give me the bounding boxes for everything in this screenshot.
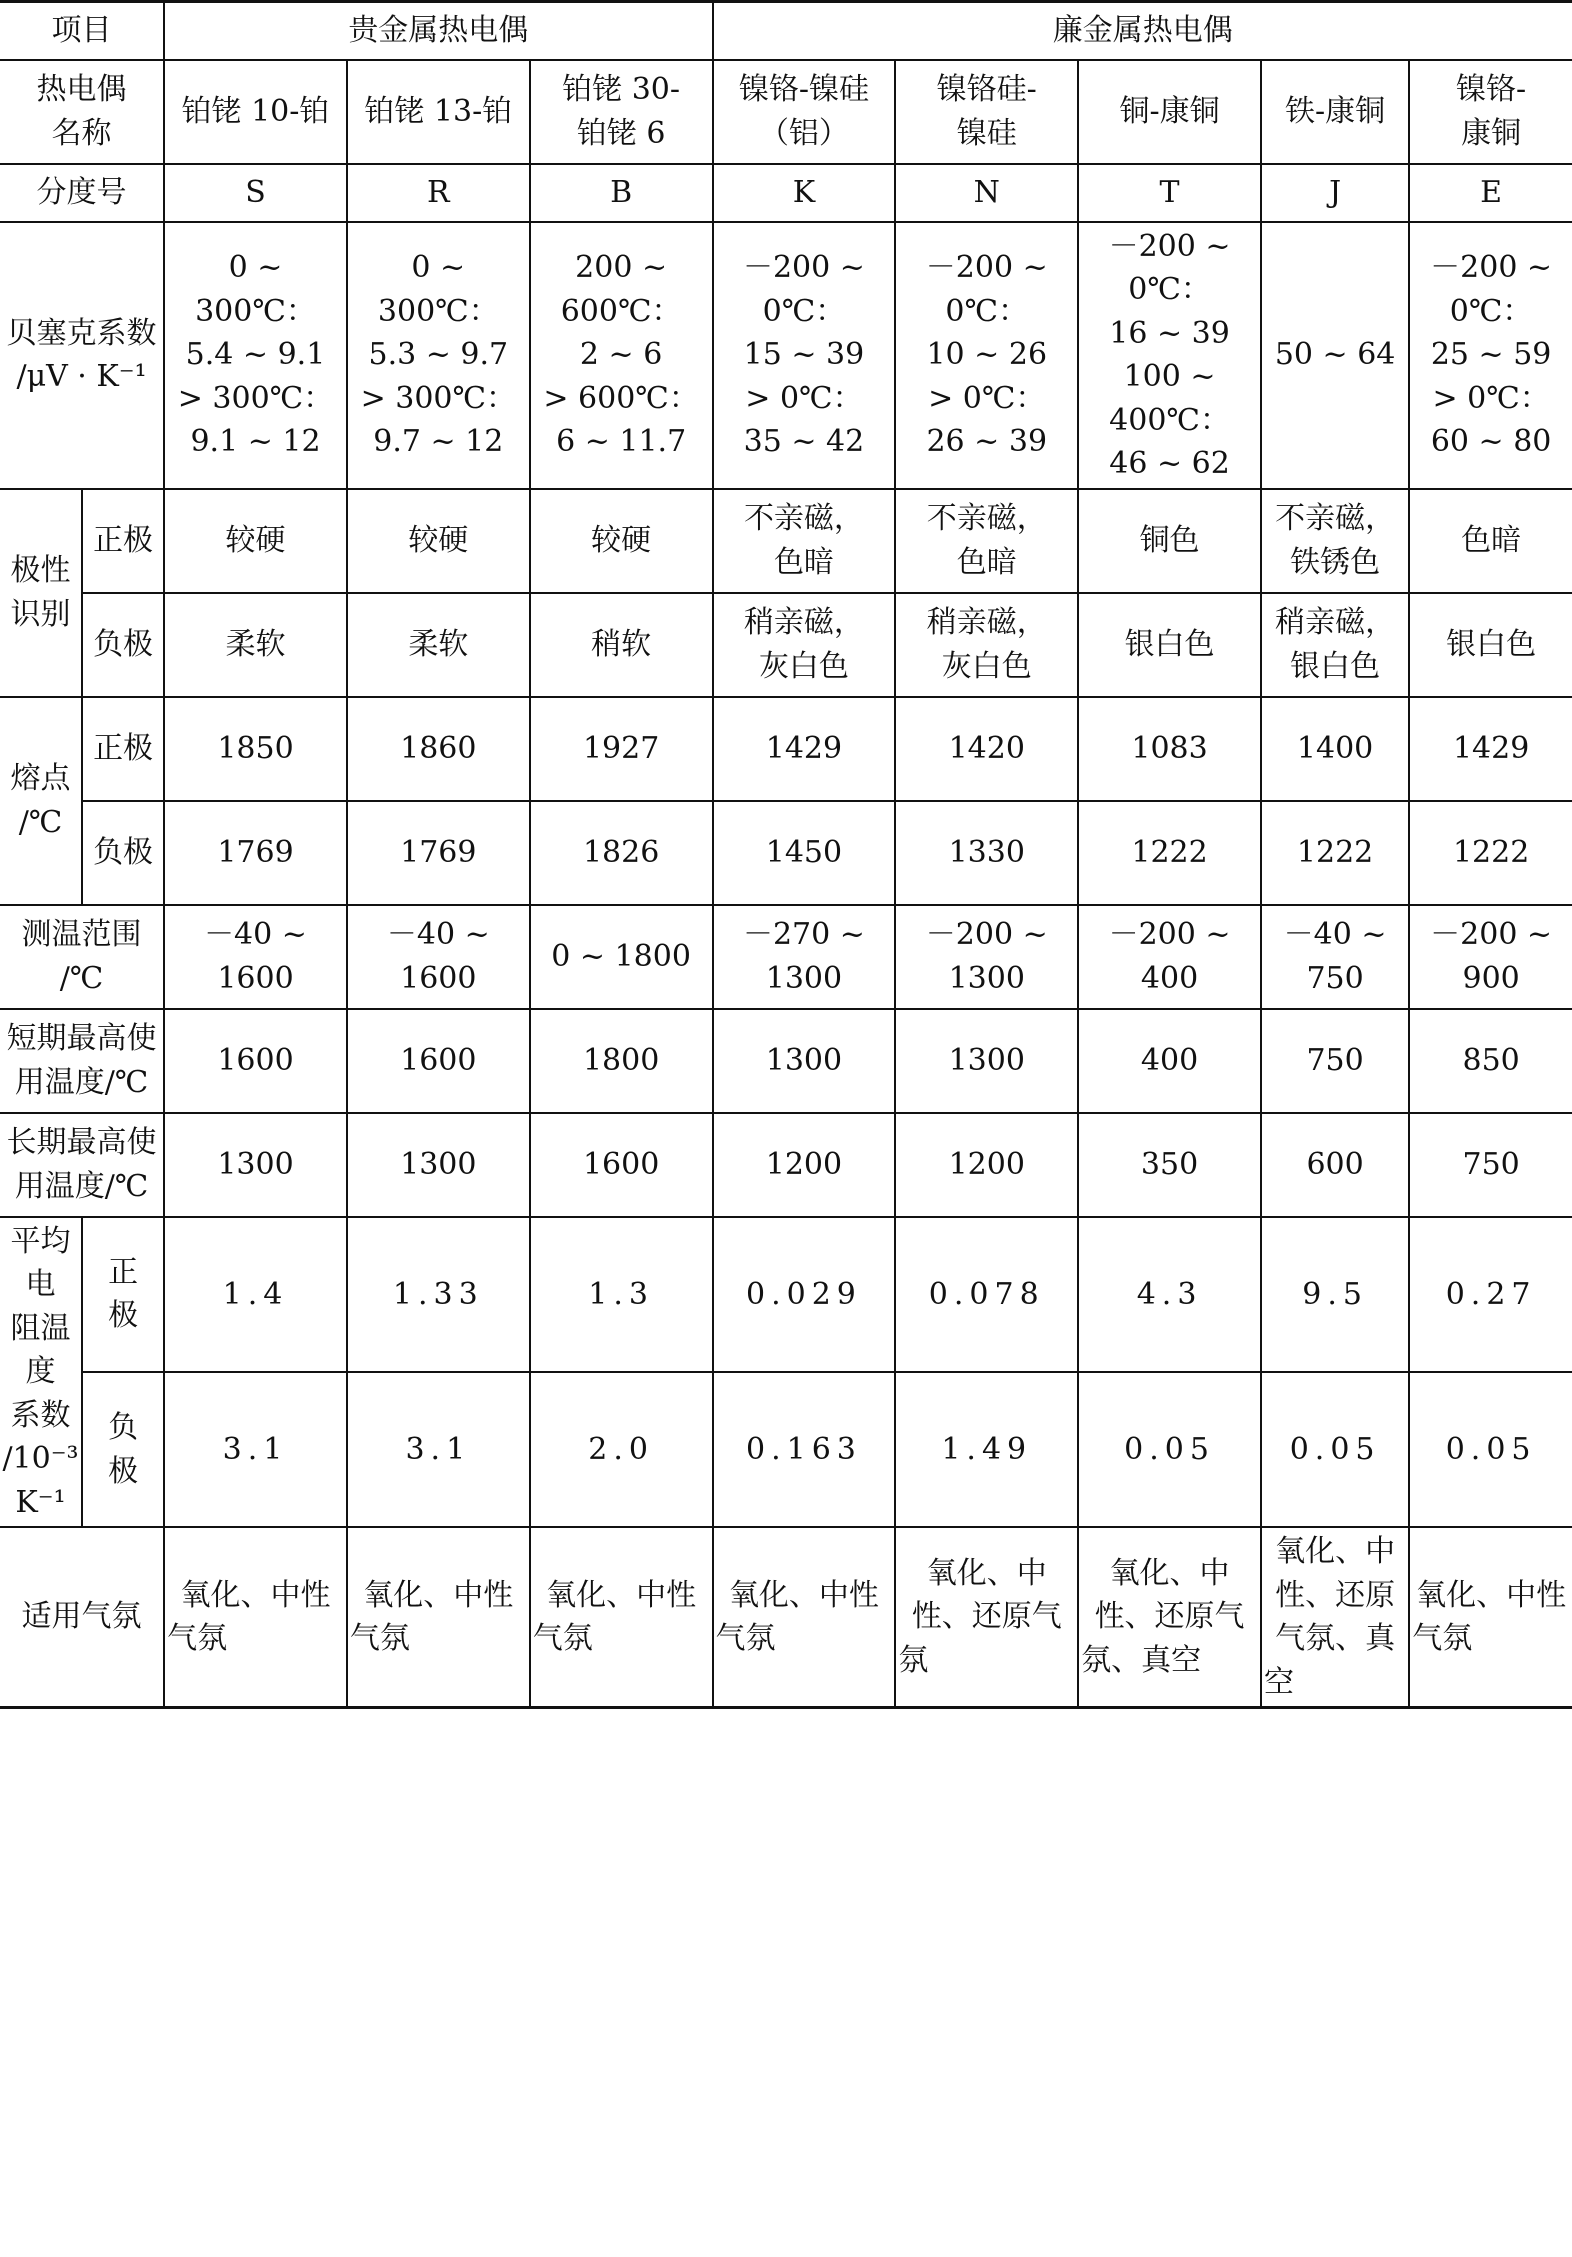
table-cell: 稍亲磁， 灰白色 — [713, 593, 896, 697]
table-cell: －200 ~ 0℃： 25 ~ 59 > 0℃： 60 ~ 80 — [1409, 222, 1572, 489]
table-cell: 1429 — [1409, 697, 1572, 801]
table-cell: S — [164, 164, 347, 222]
table-cell: 1769 — [164, 801, 347, 905]
table-cell: 3.1 — [164, 1372, 347, 1527]
seebeck-row — [0, 222, 1572, 489]
table-cell: －40 ~ 1600 — [347, 905, 530, 1009]
table-cell: 1.33 — [347, 1217, 530, 1373]
table-cell: 1429 — [713, 697, 896, 801]
group-label: 平均电 阻温度 系数 /10⁻³ K⁻¹ — [0, 1217, 82, 1528]
table-cell: 1600 — [530, 1113, 713, 1217]
table-cell: 不亲磁， 色暗 — [713, 489, 896, 593]
header-row — [0, 2, 1572, 60]
table-cell: 不亲磁， 铁锈色 — [1261, 489, 1409, 593]
table-cell: 1222 — [1078, 801, 1261, 905]
sub-label: 负 极 — [82, 1372, 164, 1527]
table-cell: 氧化、中性气氛 — [530, 1527, 713, 1708]
table-cell: 1826 — [530, 801, 713, 905]
table-cell: 镍铬-镍硅 （铝） — [713, 60, 896, 164]
table-cell: 0.05 — [1409, 1372, 1572, 1527]
table-cell: 0.163 — [713, 1372, 896, 1527]
table-cell: 1850 — [164, 697, 347, 801]
table-cell: －200 ~ 900 — [1409, 905, 1572, 1009]
noble-metal-header: 贵金属热电偶 — [164, 2, 712, 60]
table-cell: 1420 — [895, 697, 1078, 801]
grade-row — [0, 164, 1572, 222]
table-cell: E — [1409, 164, 1572, 222]
sub-label: 正极 — [82, 697, 164, 801]
table-cell: 不亲磁， 色暗 — [895, 489, 1078, 593]
table-cell: J — [1261, 164, 1409, 222]
table-cell: 0.078 — [895, 1217, 1078, 1373]
table-cell: T — [1078, 164, 1261, 222]
row-label: 分度号 — [0, 164, 164, 222]
group-label: 熔点 /℃ — [0, 697, 82, 905]
sub-label: 负极 — [82, 593, 164, 697]
table-cell: 400 — [1078, 1009, 1261, 1113]
table-cell: 1450 — [713, 801, 896, 905]
table-cell: 柔软 — [164, 593, 347, 697]
table-cell: 2.0 — [530, 1372, 713, 1527]
table-cell: －200 ~ 1300 — [895, 905, 1078, 1009]
sub-label: 正 极 — [82, 1217, 164, 1373]
row-label: 长期最高使 用温度/℃ — [0, 1113, 164, 1217]
name-row — [0, 60, 1572, 164]
polarity-negative-row — [0, 593, 1572, 697]
table-cell: 氧化、中性气氛 — [164, 1527, 347, 1708]
table-cell: 较硬 — [347, 489, 530, 593]
table-cell: －40 ~ 1600 — [164, 905, 347, 1009]
group-label: 极性 识别 — [0, 489, 82, 697]
table-cell: 200 ~ 600℃： 2 ~ 6 > 600℃： 6 ~ 11.7 — [530, 222, 713, 489]
row-label: 适用气氛 — [0, 1527, 164, 1708]
table-cell: 50 ~ 64 — [1261, 222, 1409, 489]
table-cell: －40 ~ 750 — [1261, 905, 1409, 1009]
table-cell: 1300 — [347, 1113, 530, 1217]
table-cell: 稍软 — [530, 593, 713, 697]
sub-label: 负极 — [82, 801, 164, 905]
table-cell: 铂铑 13-铂 — [347, 60, 530, 164]
table-cell: 氧化、中性、还原气氛、真空 — [1078, 1527, 1261, 1708]
table-cell: 1222 — [1261, 801, 1409, 905]
range-row — [0, 905, 1572, 1009]
table-cell: 1.4 — [164, 1217, 347, 1373]
table-cell: 1083 — [1078, 697, 1261, 801]
table-cell: 0 ~ 300℃： 5.3 ~ 9.7 > 300℃： 9.7 ~ 12 — [347, 222, 530, 489]
table-cell: 850 — [1409, 1009, 1572, 1113]
table-cell: 镍铬- 康铜 — [1409, 60, 1572, 164]
table-cell: 氧化、中性、还原气氛 — [895, 1527, 1078, 1708]
melting-positive-row — [0, 697, 1572, 801]
table-cell: 0.05 — [1078, 1372, 1261, 1527]
table-cell: 9.5 — [1261, 1217, 1409, 1373]
table-cell: 柔软 — [347, 593, 530, 697]
table-cell: 750 — [1261, 1009, 1409, 1113]
table-cell: R — [347, 164, 530, 222]
table-cell: 铁-康铜 — [1261, 60, 1409, 164]
table-cell: 1769 — [347, 801, 530, 905]
table-cell: 氧化、中性气氛 — [1409, 1527, 1572, 1708]
base-metal-header: 廉金属热电偶 — [713, 2, 1572, 60]
table-cell: 0.27 — [1409, 1217, 1572, 1373]
table-cell: 稍亲磁， 银白色 — [1261, 593, 1409, 697]
table-cell: 0 ~ 1800 — [530, 905, 713, 1009]
table-cell: －200 ~ 400 — [1078, 905, 1261, 1009]
table-cell: 镍铬硅- 镍硅 — [895, 60, 1078, 164]
table-cell: 氧化、中性气氛 — [713, 1527, 896, 1708]
table-cell: 1400 — [1261, 697, 1409, 801]
table-cell: －200 ~ 0℃： 10 ~ 26 > 0℃： 26 ~ 39 — [895, 222, 1078, 489]
table-cell: 铂铑 30- 铂铑 6 — [530, 60, 713, 164]
table-cell: 0.029 — [713, 1217, 896, 1373]
table-cell: 1860 — [347, 697, 530, 801]
table-cell: 银白色 — [1409, 593, 1572, 697]
table-cell: 1330 — [895, 801, 1078, 905]
table-cell: 1800 — [530, 1009, 713, 1113]
table-cell: B — [530, 164, 713, 222]
table-cell: 氧化、中性、还原气氛、真空 — [1261, 1527, 1409, 1708]
table-cell: 0.05 — [1261, 1372, 1409, 1527]
table-cell: N — [895, 164, 1078, 222]
long-term-row — [0, 1113, 1572, 1217]
table-cell: 铜色 — [1078, 489, 1261, 593]
table-cell: 1300 — [164, 1113, 347, 1217]
item-header: 项目 — [0, 2, 164, 60]
table-cell: 较硬 — [164, 489, 347, 593]
resistance-positive-row — [0, 1217, 1572, 1373]
table-cell: 600 — [1261, 1113, 1409, 1217]
table-cell: 银白色 — [1078, 593, 1261, 697]
row-label: 短期最高使 用温度/℃ — [0, 1009, 164, 1113]
table-cell: K — [713, 164, 896, 222]
table-cell: 1.49 — [895, 1372, 1078, 1527]
table-cell: 1200 — [895, 1113, 1078, 1217]
short-term-row — [0, 1009, 1572, 1113]
table-cell: 铂铑 10-铂 — [164, 60, 347, 164]
sub-label: 正极 — [82, 489, 164, 593]
table-cell: －200 ~ 0℃： 15 ~ 39 > 0℃： 35 ~ 42 — [713, 222, 896, 489]
table-cell: －270 ~ 1300 — [713, 905, 896, 1009]
table-cell: 1600 — [164, 1009, 347, 1113]
table-cell: －200 ~ 0℃： 16 ~ 39 100 ~ 400℃： 46 ~ 62 — [1078, 222, 1261, 489]
table-cell: 1200 — [713, 1113, 896, 1217]
table-cell: 色暗 — [1409, 489, 1572, 593]
polarity-positive-row — [0, 489, 1572, 593]
resistance-negative-row — [0, 1372, 1572, 1527]
row-label: 测温范围 /℃ — [0, 905, 164, 1009]
table-cell: 750 — [1409, 1113, 1572, 1217]
table-cell: 稍亲磁， 灰白色 — [895, 593, 1078, 697]
table-cell: 1300 — [895, 1009, 1078, 1113]
table-cell: 4.3 — [1078, 1217, 1261, 1373]
melting-negative-row — [0, 801, 1572, 905]
table-cell: 350 — [1078, 1113, 1261, 1217]
table-cell: 1927 — [530, 697, 713, 801]
table-cell: 1300 — [713, 1009, 896, 1113]
table-cell: 1222 — [1409, 801, 1572, 905]
table-cell: 3.1 — [347, 1372, 530, 1527]
table-cell: 较硬 — [530, 489, 713, 593]
row-label: 热电偶 名称 — [0, 60, 164, 164]
table-cell: 0 ~ 300℃： 5.4 ~ 9.1 > 300℃： 9.1 ~ 12 — [164, 222, 347, 489]
table-cell: 1.3 — [530, 1217, 713, 1373]
atmosphere-row — [0, 1527, 1572, 1708]
table-cell: 铜-康铜 — [1078, 60, 1261, 164]
row-label: 贝塞克系数 /μV · K⁻¹ — [0, 222, 164, 489]
table-cell: 1600 — [347, 1009, 530, 1113]
table-cell: 氧化、中性气氛 — [347, 1527, 530, 1708]
